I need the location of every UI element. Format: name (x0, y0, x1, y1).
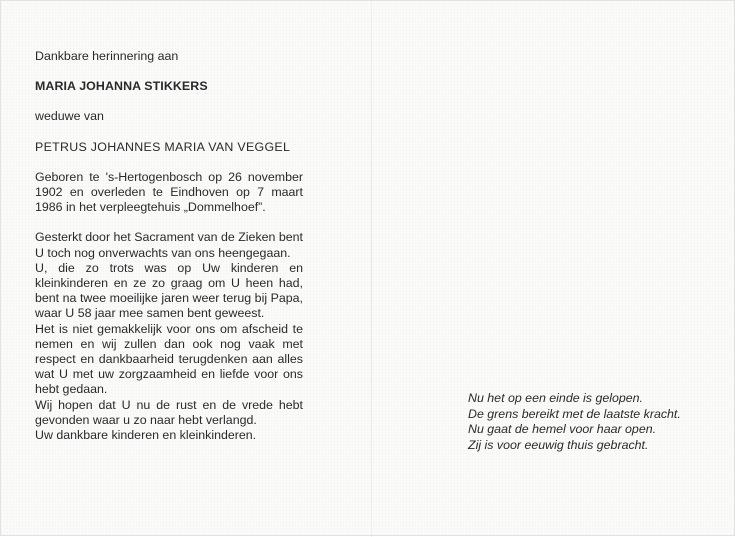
poem (468, 391, 728, 453)
left-page (35, 49, 303, 443)
paragraph-children: U, die zo trots was op Uw kinderen en kleinkinderen en ze zo graag om U heen had, bent na twee moeilijke jaren weer terug bij Papa, waar U 58 jaar mee samen bent geweest. (35, 260, 303, 321)
card-fold-line (371, 1, 372, 537)
poem-line: Zij is voor eeuwig thuis gebracht. (468, 437, 649, 452)
deceased-name: MARIA JOHANNA STIKKERS (35, 79, 208, 94)
birth-death-text: Geboren te 's-Hertogenbosch op 26 november 1902 en overleden te Eindhoven op 7 maart 1986 in het verpleegtehuis „Dommelhoef”. (35, 169, 303, 215)
poem-line: Nu gaat de hemel voor haar open. (468, 422, 657, 437)
intro-text: Dankbare herinnering aan (35, 49, 179, 63)
poem-line: De grens bereikt met de laatste kracht. (468, 406, 681, 421)
relation-text: weduwe van (35, 109, 104, 124)
paragraph-peace: Wij hopen dat U nu de rust en de vrede hebt gevonden waar u zo naar hebt verlangd. (35, 397, 303, 427)
husband-name: PETRUS JOHANNES MARIA VAN VEGGEL (35, 139, 291, 154)
signoff-text: Uw dankbare kinderen en kleinkinderen. (35, 428, 257, 443)
paragraph-sacrament: Gesterkt door het Sacrament van de Zieken bent U toch nog onverwachts van ons heengegaan. (35, 230, 303, 260)
paragraph-farewell: Het is niet gemakkelijk voor ons om afscheid te nemen en wij zullen dan ook nog vaak met respect en dankbaarheid terugdenken aan alles wat U met uw zorgzaamheid en liefde voor ons hebt gedaan. (35, 321, 303, 397)
poem-line: Nu het op een einde is gelopen. (468, 391, 643, 405)
